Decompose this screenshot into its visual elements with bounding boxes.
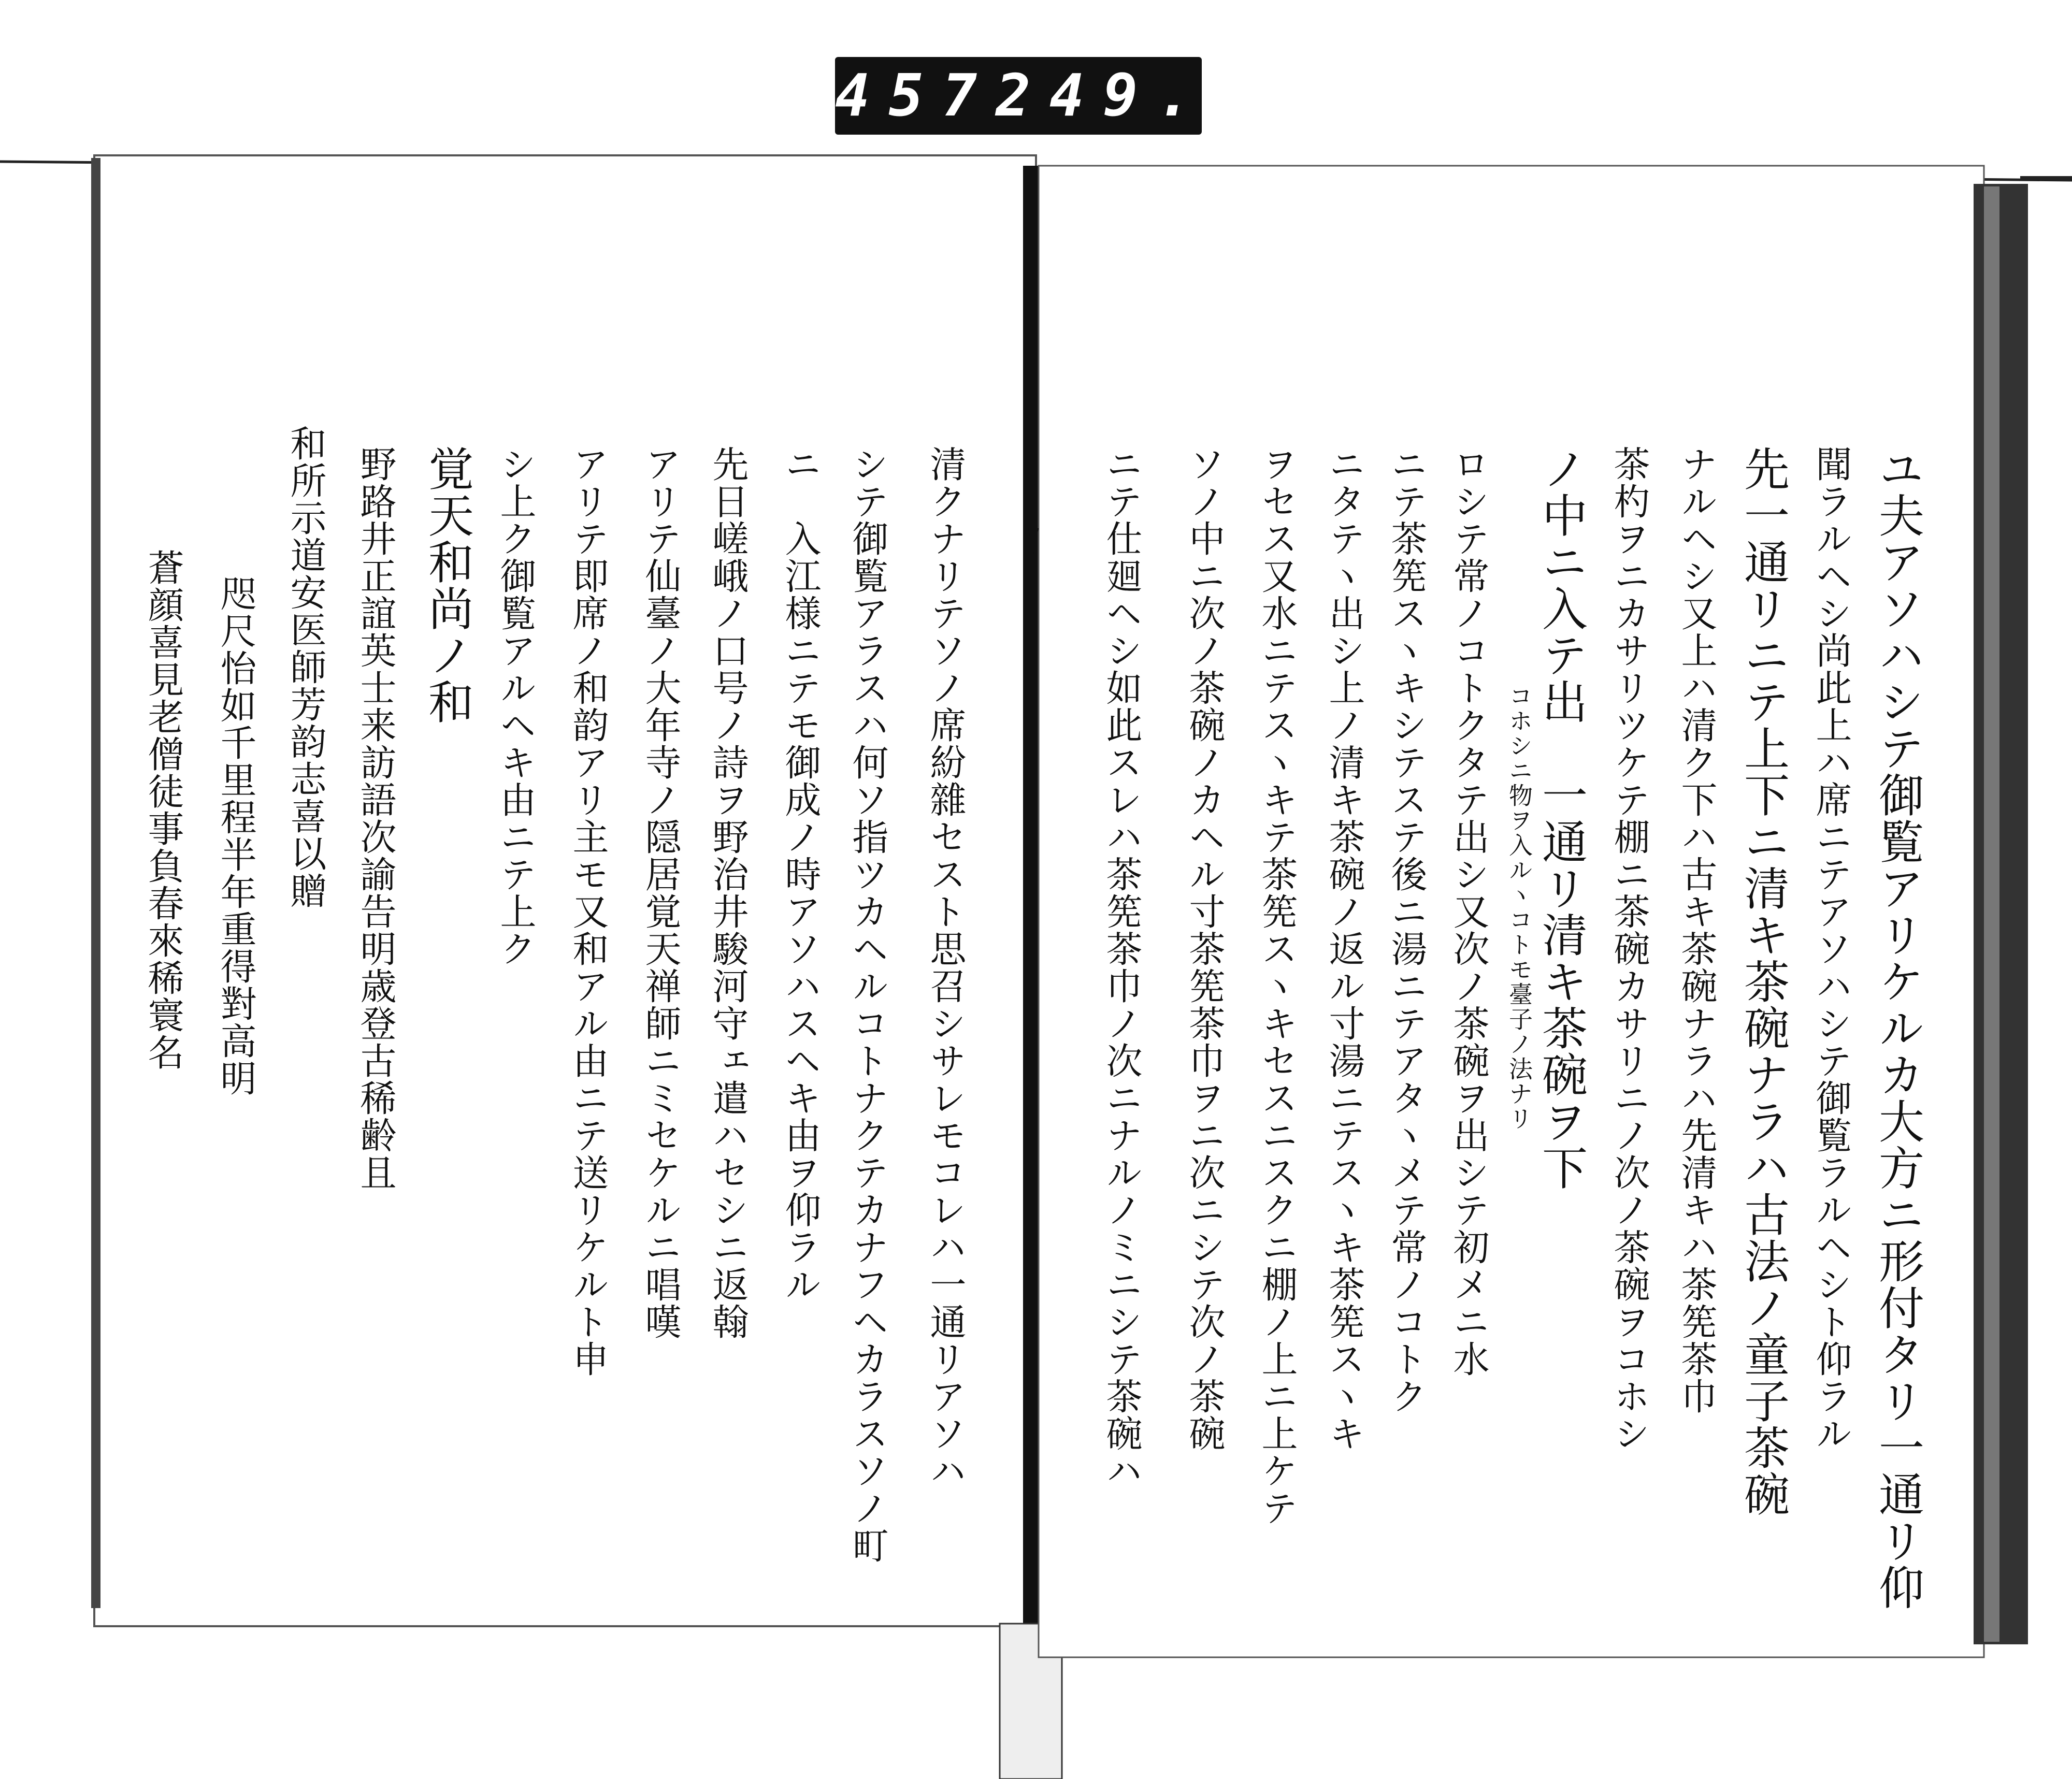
right-page-stack-highlight [1984, 186, 1999, 1642]
right-col-5: 茶杓ヲニカサリツケテ棚ニ茶碗カサリニノ次ノ茶碗ヲコホシ [1608, 445, 1650, 1452]
right-col-10: ヲセス又水ニテスヽキテ茶筅スヽキセスニスクニ棚ノ上ニ上ケテ [1256, 445, 1298, 1527]
center-gutter [1023, 166, 1039, 1779]
right-col-1: ユ夫アソハシテ御覧アリケルカ大方ニ形付タリ一通リ仰 [1872, 445, 1925, 1611]
left-col-7: シ上ク御覧アルヘキ由ニテ上ク [494, 445, 537, 967]
left-col-10: 和所示道安医師芳韵志喜以贈 [284, 425, 327, 909]
right-col-12: ニテ仕廻ヘシ如此スレハ茶筅茶巾ノ次ニナルノミニシテ茶碗ハ [1100, 445, 1143, 1489]
frame-number-label [835, 57, 1211, 135]
left-col-5: アリテ仙臺ノ大年寺ノ隠居覚天禅師ニミセケルニ唱嘆 [639, 445, 682, 1340]
left-col-9: 野路井正誼英士来訪語次諭告明歳登古稀齢且 [354, 445, 397, 1191]
right-col-11: ソノ中ニ次ノ茶碗ノカヘル寸茶筅茶巾ヲニ次ニシテ次ノ茶碗 [1183, 445, 1226, 1452]
right-col-7: ロシテ常ノコトクタテ出シ又次ノ茶碗ヲ出シテ初メニ水 [1447, 445, 1490, 1378]
frame-right-number: 249. [996, 62, 1211, 129]
left-col-2: シテ御覧アラスハ何ソ指ツカヘルコトナクテカナフヘカラスソノ町 [846, 445, 889, 1564]
left-page-edge [91, 158, 100, 1608]
right-col-2: 聞ラルヘシ尚此上ハ席ニテアソハシテ御覧ラルヘシト仰ラル [1810, 445, 1852, 1452]
left-col-4: 先日嵯峨ノ口号ノ詩ヲ野治井駿河守ェ遣ハセシニ返翰 [707, 445, 749, 1340]
right-inline-note: コホシニ物ヲ入ルヽコトモ臺子ノ法ナリ [1505, 684, 1533, 1131]
right-col-9: ニタテヽ出シ上ノ清キ茶碗ノ返ル寸湯ニテスヽキ茶筅スヽキ [1323, 445, 1365, 1452]
right-col-8: ニテ茶筅スヽキシテステ後ニ湯ニテアタヽメテ常ノコトク [1385, 445, 1428, 1415]
left-poem-line-2: 蒼顔喜見老僧徒事負春來稀寰名 [142, 549, 184, 1071]
right-col-4: ナルヘシ又上ハ清ク下ハ古キ茶碗ナラハ先清キハ茶筅茶巾 [1675, 445, 1718, 1415]
right-col-6: ノ中ニ入テ出 一通リ清キ茶碗ヲ下 [1535, 445, 1588, 1191]
right-cover-edge [2020, 176, 2072, 180]
left-col-3: ニ 入江様ニテモ御成ノ時アソハスヘキ由ヲ仰ラル [779, 445, 822, 1303]
right-col-3: 先一通リニテ上下ニ清キ茶碗ナラハ古法ノ童子茶碗 [1737, 445, 1790, 1517]
frame-left-number: 457 [835, 62, 996, 129]
left-col-6: アリテ即席ノ和韵アリ主モ又和アル由ニテ送リケルト申 [567, 445, 609, 1378]
left-heading-kakuten: 覚天和尚ノ和 [421, 445, 474, 725]
left-poem-line-1: 咫尺怡如千里程半年重得對高明 [214, 575, 257, 1097]
left-col-1: 清クナリテソノ席紛雜セスト思召シサレモコレハ一通リアソハ [924, 445, 967, 1489]
right-page-stack [1974, 184, 2028, 1644]
